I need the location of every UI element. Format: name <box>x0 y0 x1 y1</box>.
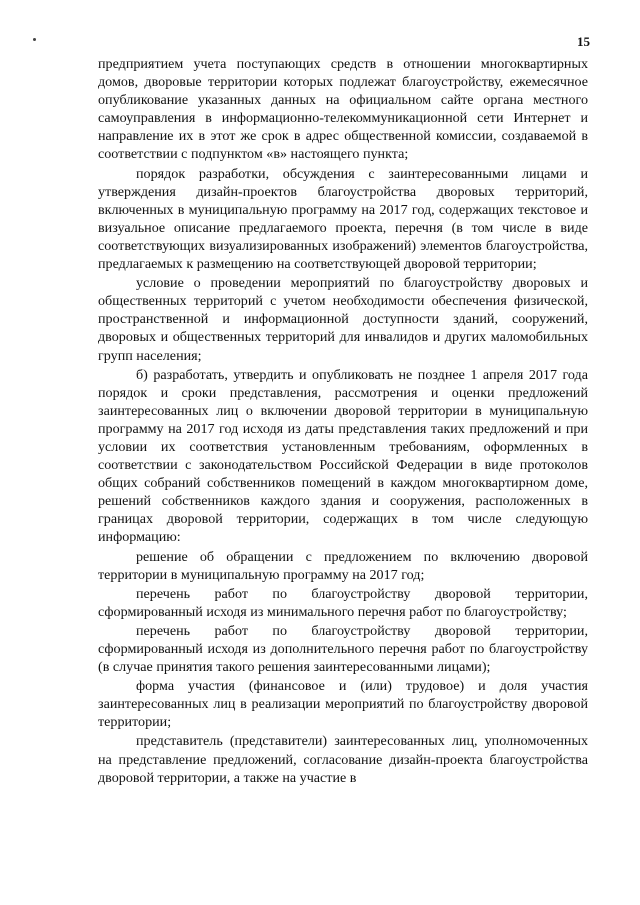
paragraph-2: порядок разработки, обсуждения с заинтересованными лицами и утверждения дизайн-проектов благоустройства дворовых территорий, включенных в муниципальную программу на 2017 год, содержащих текстовое и визуальное описание предлагаемого проекта, перечня (в том числе в виде соответствующих визуализированных изображений) элементов благоустройства, предлагаемых к размещению на соответствующей дворовой территории; <box>98 165 588 273</box>
paragraph-6: перечень работ по благоустройству дворовой территории, сформированный исходя из минимального перечня работ по благоустройству; <box>98 585 588 620</box>
paragraph-9: представитель (представители) заинтересованных лиц, уполномоченных на представление предложений, согласование дизайн-проекта благоустройства дворовой территории, а также на участие в <box>98 733 588 786</box>
paragraph-5: решение об обращении с предложением по включению дворовой территории в муниципальную программу на 2017 год; <box>98 548 588 583</box>
paragraph-4: б) разработать, утвердить и опубликовать не позднее 1 апреля 2017 года порядок и сроки представления, рассмотрения и оценки предложений заинтересованных лиц о включении дворовой территории в муниципальную программу на 2017 год исходя из даты представления таких предложений и при условии их соответствия установленным требованиям, оформленных в соответствии с законодательством Российской Федерации в виде протоколов общих собраний собственников помещений в каждом многоквартирном доме, решений собственников каждого здания и сооружения, расположенных в границах дворовой территории, содержащих в том числе следующую информацию: <box>98 366 588 546</box>
paragraph-3: условие о проведении мероприятий по благоустройству дворовых и общественных территорий с учетом необходимости обеспечения физической, пространственной и информационной доступности зданий, сооружений, дворовых и общественных территорий для инвалидов и других маломобильных групп населения; <box>98 275 588 364</box>
paragraph-1: предприятием учета поступающих средств в отношении многоквартирных домов, дворовые территории которых подлежат благоустройству, ежемесячное опубликование указанных данных на официальном сайте органа местного самоуправления в информационно-телекоммуникационной сети Интернет и направление их в этот же срок в адрес общественной комиссии, создаваемой в соответствии с подпунктом «в» настоящего пункта; <box>98 56 588 163</box>
paragraph-7: перечень работ по благоустройству дворовой территории, сформированный исходя из дополнительного перечня работ по благоустройству (в случае принятия такого решения заинтересованными лицами); <box>98 622 588 676</box>
paragraph-8: форма участия (финансовое и (или) трудовое) и доля участия заинтересованных лиц в реализации мероприятий по благоустройству дворовой территории; <box>98 678 588 731</box>
scan-speck <box>33 38 36 41</box>
document-body <box>98 55 588 787</box>
page-number: 15 <box>577 34 590 49</box>
